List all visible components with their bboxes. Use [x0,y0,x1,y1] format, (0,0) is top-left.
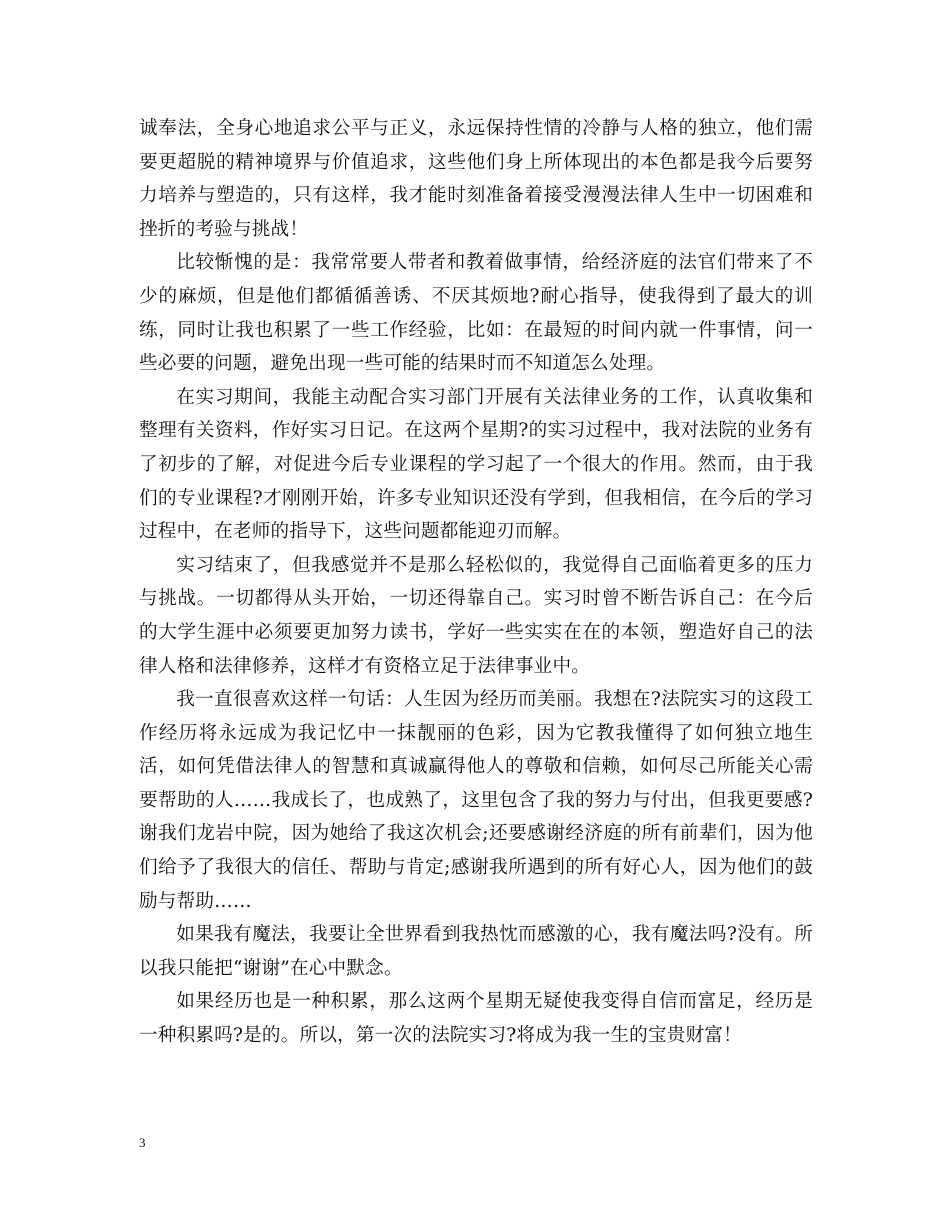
paragraph: 如果经历也是一种积累，那么这两个星期无疑使我变得自信而富足，经历是一种积累吗?是的。所以，第一次的法院实习?将成为我一生的宝贵财富！ [139,991,813,1047]
paragraph: 我一直很喜欢这样一句话：人生因为经历而美丽。我想在?法院实习的这段工作经历将永远成为我记忆中一抹靓丽的色彩，因为它教我懂得了如何独立地生活，如何凭借法律人的智慧和真诚赢得他人的尊敬和信赖，如何尽己所能关心需要帮助的人……我成长了，也成熟了，这里包含了我的努力与付出，但我更要感?谢我们龙岩中院，因为她给了我这次机会;还要感谢经济庭的所有前辈们，因为他们给予了我很大的信任、帮助与肯定;感谢我所遇到的所有好心人，因为他们的鼓励与帮助…… [139,689,813,912]
document-body [139,112,813,1053]
page-number: 3 [139,1135,146,1150]
paragraph: 比较惭愧的是：我常常要人带者和教着做事情，给经济庭的法官们带来了不少的麻烦，但是他们都循循善诱、不厌其烦地?耐心指导，使我得到了最大的训练，同时让我也积累了一些工作经验，比如：在最短的时间内就一件事情，问一些必要的问题，避免出现一些可能的结果时而不知道怎么处理。 [139,252,813,375]
paragraph: 如果我有魔法，我要让全世界看到我热忱而感激的心，我有魔法吗?没有。所以我只能把“谢谢”在心中默念。 [139,924,813,979]
paragraph-continuation: 诚奉法，全身心地追求公平与正义，永远保持性情的冷静与人格的独立，他们需要更超脱的精神境界与价值追求，这些他们身上所体现出的本色都是我今后要努力培养与塑造的，只有这样，我才能时刻准备着接受漫漫法律人生中一切困难和挫折的考验与挑战！ [139,118,813,240]
paragraph: 实习结束了，但我感觉并不是那么轻松似的，我觉得自己面临着更多的压力与挑战。一切都得从头开始，一切还得靠自己。实习时曾不断告诉自己：在今后的大学生涯中必须要更加努力读书，学好一些实实在在的本领，塑造好自己的法律人格和法律修养，这样才有资格立足于法律事业中。 [139,554,813,677]
paragraph: 在实习期间，我能主动配合实习部门开展有关法律业务的工作，认真收集和整理有关资料，作好实习日记。在这两个星期?的实习过程中，我对法院的业务有了初步的了解，对促进今后专业课程的学习起了一个很大的作用。然而，由于我们的专业课程?才刚刚开始，许多专业知识还没有学到，但我相信，在今后的学习过程中，在老师的指导下，这些问题都能迎刃而解。 [139,386,813,543]
